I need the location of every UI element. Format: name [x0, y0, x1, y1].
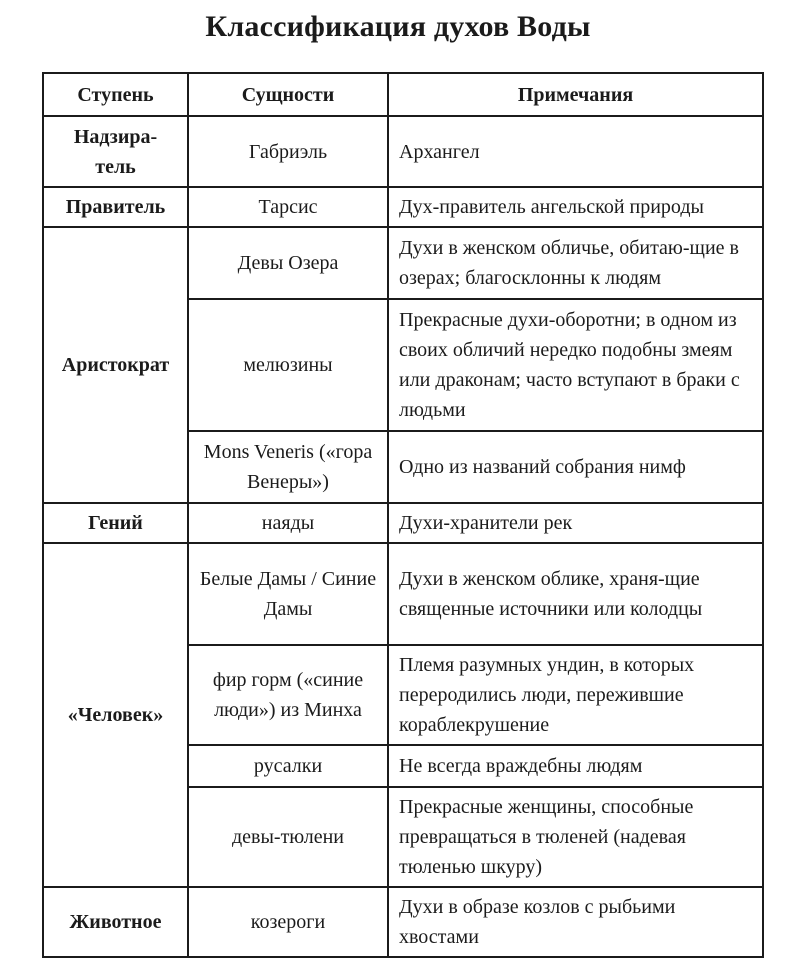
step-cell: Надзира-тель: [43, 116, 188, 187]
table-row: [43, 227, 763, 299]
note-cell: Духи в образе козлов с рыбьими хвостами: [388, 887, 763, 957]
table-row: [43, 116, 763, 187]
entity-cell: Девы Озера: [188, 227, 388, 299]
header-row: [43, 73, 763, 116]
header-step: Ступень: [43, 73, 188, 116]
entity-cell: наяды: [188, 503, 388, 543]
note-cell: Не всегда враждебны людям: [388, 745, 763, 787]
step-cell: «Человек»: [43, 543, 188, 887]
note-cell: Дух-правитель ангельской природы: [388, 187, 763, 227]
note-cell: Племя разумных ундин, в которых переродились люди, пережившие кораблекрушение: [388, 645, 763, 745]
note-cell: Прекрасные женщины, способные превращаться в тюленей (надевая тюленью шкуру): [388, 787, 763, 887]
step-cell: Правитель: [43, 187, 188, 227]
entity-cell: Габриэль: [188, 116, 388, 187]
table-row: [43, 543, 763, 645]
table-row: [43, 887, 763, 957]
entity-cell: русалки: [188, 745, 388, 787]
entity-cell: Белые Дамы / Синие Дамы: [188, 543, 388, 645]
entity-cell: козероги: [188, 887, 388, 957]
table-row: [43, 503, 763, 543]
entity-cell: фир горм («синие люди») из Минха: [188, 645, 388, 745]
table-title: Классификация духов Воды: [205, 10, 591, 43]
note-cell: Духи в женском обличье, обитаю-щие в озерах; благосклонны к людям: [388, 227, 763, 299]
step-cell: Аристократ: [43, 227, 188, 503]
step-cell: Животное: [43, 887, 188, 957]
note-cell: Духи в женском облике, храня-щие священные источники или колодцы: [388, 543, 763, 645]
entity-cell: девы-тюлени: [188, 787, 388, 887]
note-cell: Духи-хранители рек: [388, 503, 763, 543]
header-entity: Сущности: [188, 73, 388, 116]
step-cell: Гений: [43, 503, 188, 543]
entity-cell: Тарсис: [188, 187, 388, 227]
header-note: Примечания: [388, 73, 763, 116]
note-cell: Прекрасные духи-оборотни; в одном из своих обличий нередко подобны змеям или драконам; часто вступают в браки с людьми: [388, 299, 763, 431]
classification-table: [42, 72, 764, 958]
table-row: [43, 187, 763, 227]
note-cell: Архангел: [388, 116, 763, 187]
entity-cell: мелюзины: [188, 299, 388, 431]
entity-cell: Mons Veneris («гора Венеры»): [188, 431, 388, 503]
note-cell: Одно из названий собрания нимф: [388, 431, 763, 503]
